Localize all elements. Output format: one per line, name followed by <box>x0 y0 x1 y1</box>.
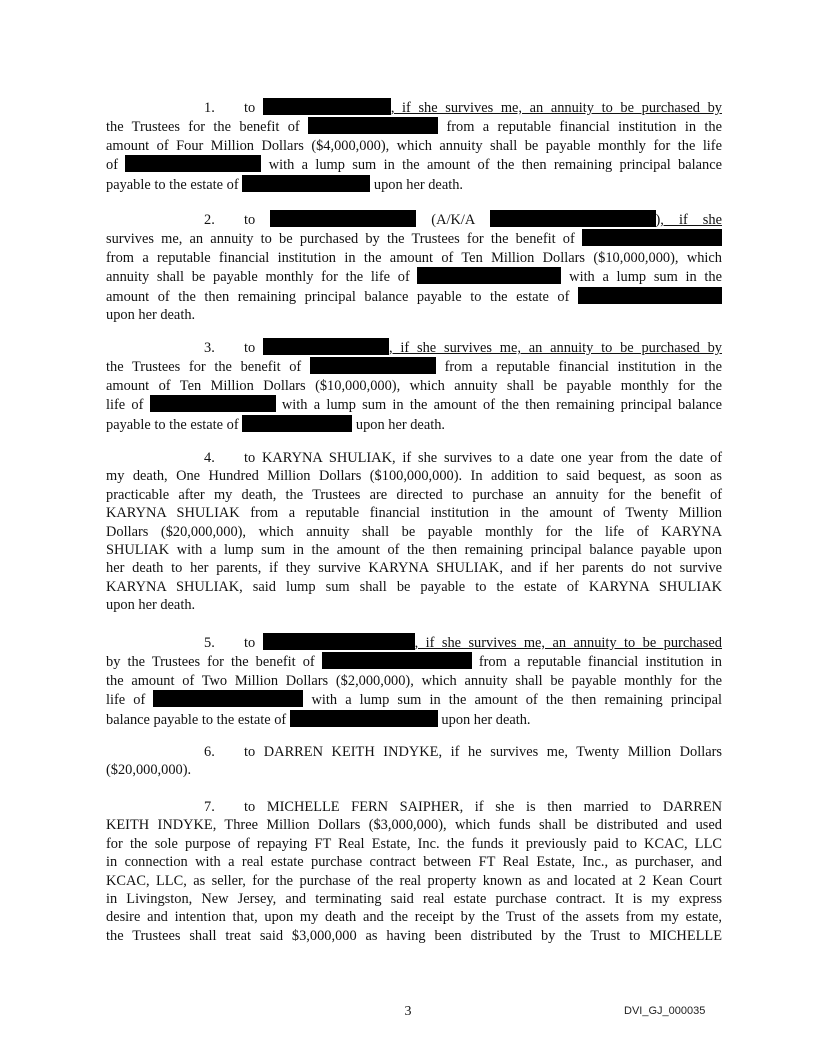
bates-number: DVI_GJ_000035 <box>624 1005 706 1017</box>
bequest-item-4: 4. to KARYNA SHULIAK, if she survives to a date one year from the date of my death, One Hundred Million Dollars ($100,000,000). In addition to said bequest, as soon as practicable after my death, the Trustees are directed to purchase an annuity for the benefit of KARYNA SHULIAK from a reputable financial institution in the amount of Twenty Million Dollars ($20,000,000), which annuity shall be payable monthly for the life of KARYNA SHULIAK with a lump sum in the amount of the then remaining principal balance payable upon her death to her parents, if they survive KARYNA SHULIAK, and if her parents do not survive KARYNA SHULIAK, said lump sum shall be payable to the estate of KARYNA SHULIAK upon her death. <box>106 450 722 614</box>
redaction-box <box>582 229 722 246</box>
item-number: 3. <box>204 340 215 356</box>
redaction-box <box>125 155 261 172</box>
redaction-box <box>578 287 722 304</box>
redaction-box <box>242 175 370 192</box>
redaction-box <box>290 710 438 727</box>
item-number: 6. <box>204 744 215 760</box>
item-number: 5. <box>204 635 215 651</box>
redaction-box <box>242 415 352 432</box>
bequest-item-2: 2. to (A/K/A ), if she survives me, an annuity to be purchased by the Trustees for the benefit of from a reputable financial institution in the amount of Ten Million Dollars ($10,000,000), which annuity shall be payable monthly for the life of with a lump sum in the amount of the then remaining principal balance payable to the estate of upon her death. <box>106 212 722 324</box>
redaction-box <box>263 98 391 115</box>
bequest-item-5: 5. to , if she survives me, an annuity to be purchased by the Trustees for the benefit of from a reputable financial institution in the amount of Two Million Dollars ($2,000,000), which annuity shall be payable monthly for the life of with a lump sum in the amount of the then remaining principal balance payable to the estate of upon her death. <box>106 635 722 728</box>
item-number: 4. <box>204 450 215 466</box>
redaction-box <box>153 690 303 707</box>
redaction-box <box>270 210 416 227</box>
redaction-box <box>263 338 389 355</box>
redaction-box <box>308 117 438 134</box>
page-number: 3 <box>404 1004 412 1019</box>
redaction-box <box>310 357 436 374</box>
redaction-box <box>322 652 472 669</box>
item-number: 2. <box>204 212 215 228</box>
bequest-item-7: 7. to MICHELLE FERN SAIPHER, if she is then married to DARREN KEITH INDYKE, Three Million Dollars ($3,000,000), which funds shall be distributed and used for the sole purpose of repaying FT Real Estate, Inc. the funds it previously paid to KCAC, LLC in connection with a real estate purchase contract between FT Real Estate, Inc., as purchaser, and KCAC, LLC, as seller, for the purchase of the real property known as and located at 2 Kean Court in Livingston, New Jersey, and terminating said real estate purchase contract. It is my express desire and intention that, upon my death and the receipt by the Trust of the assets from my estate, the Trustees shall treat said $3,000,000 as having been distributed by the Trust to MICHELLE <box>106 799 722 944</box>
item-number: 1. <box>204 100 215 116</box>
redaction-box <box>417 267 561 284</box>
item-number: 7. <box>204 799 215 815</box>
bequest-item-1: 1. to , if she survives me, an annuity to be purchased by the Trustees for the benefit of from a reputable financial institution in the amount of Four Million Dollars ($4,000,000), which annuity shall be payable monthly for the life of with a lump sum in the amount of the then remaining principal balance payable to the estate of upon her death. <box>106 100 722 193</box>
redaction-box <box>490 210 656 227</box>
bequest-item-6: 6. to DARREN KEITH INDYKE, if he survives me, Twenty Million Dollars ($20,000,000). <box>106 744 722 779</box>
redaction-box <box>263 633 415 650</box>
bequest-item-3: 3. to , if she survives me, an annuity to be purchased by the Trustees for the benefit of from a reputable financial institution in the amount of Ten Million Dollars ($10,000,000), which annuity shall be payable monthly for the life of with a lump sum in the amount of the then remaining principal balance payable to the estate of upon her death. <box>106 340 722 433</box>
redaction-box <box>150 395 276 412</box>
